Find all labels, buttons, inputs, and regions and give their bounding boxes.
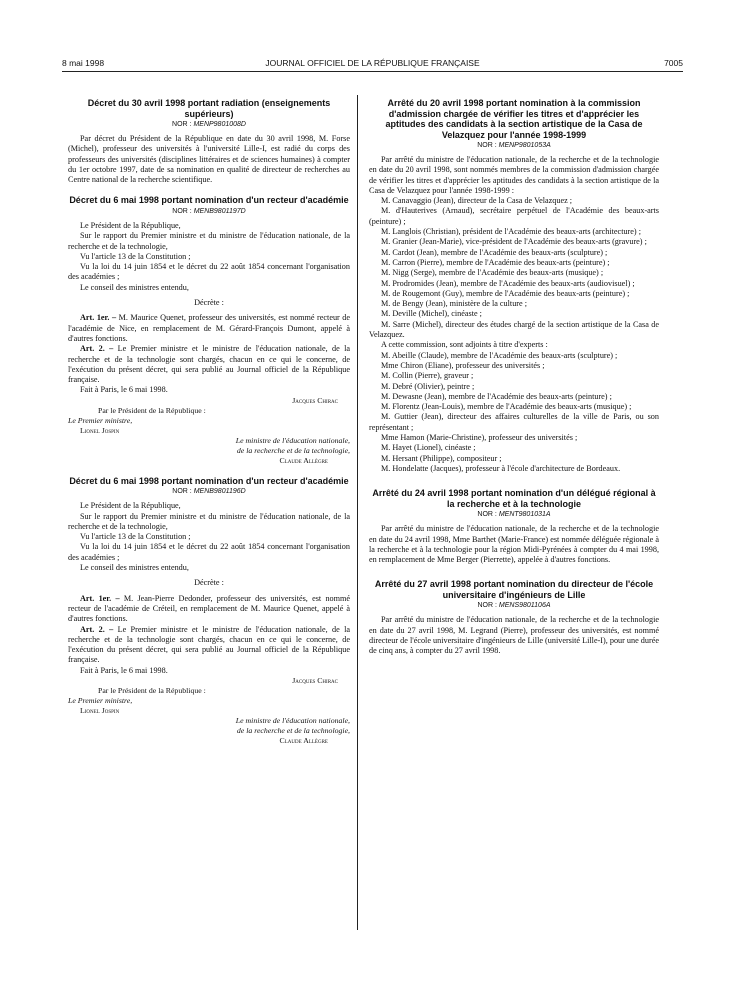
column-divider — [357, 95, 358, 930]
par-le-president: Par le Président de la République : — [98, 685, 206, 695]
par-le-president: Par le Président de la République : — [98, 405, 206, 415]
ministre-label-2: de la recherche et de la technologie, — [236, 445, 350, 455]
arrete-title: Arrêté du 24 avril 1998 portant nomination d'un délégué régional à la recherche et à la technologie — [372, 488, 656, 509]
list-item: Mme Chiron (Eliane), professeur des universités ; — [381, 360, 545, 370]
ministre-name: Claude Allègre — [279, 735, 328, 745]
list-item: M. Florentz (Jean-Louis), membre de l'Académie des beaux-arts (musique) ; — [381, 402, 632, 412]
list-item: M. Hondelatte (Jacques), professeur à l'école d'architecture de Bordeaux. — [381, 463, 621, 473]
premier-ministre-label: Le Premier ministre, — [68, 695, 133, 705]
arrete-delegue-regional — [369, 488, 659, 565]
article-2: Art. 2. – Le Premier ministre et le ministre de l'éducation nationale, de la recherche et de la technologie sont chargés, chacun en ce qui le concerne, de l'exécution du présent décret, qui sera publié au Journal officiel de la République française. — [68, 624, 350, 665]
signature-president: Jacques Chirac — [292, 675, 338, 685]
visa-line: Sur le rapport du Premier ministre et du ministre de l'éducation nationale, de la recherche et de la technologie, — [68, 231, 350, 251]
ministre-label: Le ministre de l'éducation nationale, — [235, 715, 350, 725]
arrete-body: Par arrêté du ministre de l'éducation nationale, de la recherche et de la technologie en date du 24 avril 1998, Mme Barthet (Marie-France) est nommée déléguée régionale à la recherche et à la technologie pour la région Midi-Pyrénées à compter du 4 mai 1998, en remplacement de Mme Berger (Pierrette), appelée à d'autres fonctions. — [369, 524, 659, 565]
list-item: M. Deville (Michel), cinéaste ; — [381, 309, 482, 319]
arrete-casa-velazquez — [369, 98, 659, 474]
arrete-directeur-lille — [369, 579, 659, 656]
visa-line: Sur le rapport du Premier ministre et du ministre de l'éducation nationale, de la recherche et de la technologie, — [68, 511, 350, 531]
premier-ministre-label: Le Premier ministre, — [68, 415, 133, 425]
list-item: M. Sarre (Michel), directeur des études chargé de la section artistique de la Casa de Velazquez. — [369, 319, 659, 340]
nor-reference: NOR : MENB9801196D — [172, 488, 246, 496]
list-item: M. Cardot (Jean), membre de l'Académie des beaux-arts (sculpture) ; — [381, 247, 608, 257]
ministre-name: Claude Allègre — [279, 455, 328, 465]
arrete-title: Arrêté du 20 avril 1998 portant nomination à la commission d'admission chargée de vérifier les titres et d'apprécier les aptitudes des candidats à la section artistique de la Casa de Velazquez pour l'année 1998-1999 — [385, 98, 643, 140]
decree-body: Par décret du Président de la République en date du 30 avril 1998, M. Forse (Michel), professeur des universités à l'université Lille-I, est radié du corps des professeurs des universités (disciplines littéraires et de sciences humaines) à compter du 1er octobre 1997, date de sa nomination en qualité de directeur de recherches au Centre national de la recherche scientifique. — [68, 134, 350, 185]
header-page-number: 7005 — [664, 58, 683, 68]
header-journal-title: JOURNAL OFFICIEL DE LA RÉPUBLIQUE FRANÇAISE — [265, 58, 480, 68]
list-item: M. de Rougemont (Guy), membre de l'Académie des beaux-arts (peinture) ; — [381, 288, 630, 298]
decree-title: Décret du 6 mai 1998 portant nomination d'un recteur d'académie — [69, 195, 349, 206]
ministre-label-2: de la recherche et de la technologie, — [236, 725, 350, 735]
nor-reference: NOR : MENP9801008D — [172, 121, 246, 128]
list-item: M. Canavaggio (Jean), directeur de la Casa de Velazquez ; — [381, 196, 573, 206]
list-item: M. de Bengy (Jean), ministère de la culture ; — [381, 299, 527, 309]
visa-line: Le conseil des ministres entendu, — [80, 282, 189, 292]
arrete-intro: Par arrêté du ministre de l'éducation nationale, de la recherche et de la technologie en date du 20 avril 1998, sont nommés membres de la commission d'admission chargée de vérifier les titres et d'apprécier les aptitudes des candidats à la section artistique de la Casa de Velazquez pour l'année 1998-1999 : — [369, 155, 659, 195]
decree-recteur-creteil — [68, 476, 350, 746]
visa-line: Vu la loi du 14 juin 1854 et le décret du 22 août 1854 concernant l'organisation des académies ; — [68, 262, 350, 282]
article-1: Art. 1er. – M. Jean-Pierre Dedonder, professeur des universités, est nommé recteur de l'académie de Créteil, en remplacement de M. Maurice Quenet, appelé à d'autres fonctions. — [68, 593, 351, 624]
ministre-label: Le ministre de l'éducation nationale, — [235, 435, 350, 445]
list-item: M. Hayet (Lionel), cinéaste ; — [381, 443, 476, 453]
list-item: M. Debré (Olivier), peintre ; — [381, 381, 475, 391]
signature-president: Jacques Chirac — [292, 395, 338, 405]
decrete-heading: Décrète : — [194, 298, 224, 308]
visa-line: Vu la loi du 14 juin 1854 et le décret du 22 août 1854 concernant l'organisation des académies ; — [68, 542, 350, 562]
list-item: M. Collin (Pierre), graveur ; — [381, 371, 474, 381]
left-column — [68, 98, 350, 746]
decree-title: Décret du 30 avril 1998 portant radiation (enseignements supérieurs) — [87, 98, 331, 119]
premier-ministre-name: Lionel Jospin — [80, 425, 120, 435]
arrete-title: Arrêté du 27 avril 1998 portant nomination du directeur de l'école universitaire d'ingénieurs de Lille — [374, 579, 654, 600]
article-1: Art. 1er. – M. Maurice Quenet, professeur des universités, est nommé recteur de l'académie de Nice, en remplacement de M. Gérard-François Dumont, appelé à d'autres fonctions. — [68, 313, 350, 343]
members-list — [369, 196, 659, 340]
premier-ministre-name: Lionel Jospin — [80, 705, 120, 715]
header-date: 8 mai 1998 — [62, 58, 105, 68]
list-item: M. Nigg (Serge), membre de l'Académie des beaux-arts (musique) ; — [381, 268, 604, 278]
experts-list — [369, 351, 659, 475]
visa-line: Vu l'article 13 de la Constitution ; — [80, 532, 191, 542]
decree-title: Décret du 6 mai 1998 portant nomination d'un recteur d'académie — [69, 475, 349, 486]
list-item: Mme Hamon (Marie-Christine), professeur des universités ; — [381, 433, 578, 443]
visa-line: Le Président de la République, — [80, 501, 181, 511]
nor-reference: NOR : MENP9801053A — [477, 142, 551, 149]
list-item: M. Carron (Pierre), membre de l'Académie des beaux-arts (peinture) ; — [381, 257, 610, 267]
list-item: M. Prodromides (Jean), membre de l'Académie des beaux-arts (audiovisuel) ; — [381, 278, 635, 288]
experts-intro: A cette commission, sont adjoints à titre d'experts : — [381, 340, 548, 350]
list-item: M. Guttier (Jean), directeur des affaires culturelles de la ville de Paris, ou son représentant ; — [369, 412, 659, 432]
visa-line: Le conseil des ministres entendu, — [80, 563, 189, 573]
visa-line: Le Président de la République, — [80, 220, 181, 230]
decree-radiation — [68, 98, 350, 185]
list-item: M. Abeille (Claude), membre de l'Académie des beaux-arts (sculpture) ; — [381, 350, 618, 360]
list-item: M. d'Hauterives (Arnaud), secrétaire perpétuel de l'Académie des beaux-arts (peinture) ; — [369, 206, 659, 226]
page-header — [62, 58, 683, 70]
header-rule — [62, 71, 683, 72]
list-item: M. Granier (Jean-Marie), vice-président de l'Académie des beaux-arts (gravure) ; — [381, 237, 647, 247]
fait-a-paris: Fait à Paris, le 6 mai 1998. — [80, 665, 168, 675]
right-column — [369, 98, 659, 657]
list-item: M. Hersant (Philippe), compositeur ; — [381, 453, 502, 463]
article-2: Art. 2. – Le Premier ministre et le ministre de l'éducation nationale, de la recherche et de la technologie sont chargés, chacun en ce qui le concerne, de l'exécution du présent décret, qui sera publié au Journal officiel de la République française. — [68, 344, 350, 385]
nor-reference: NOR : MENB9801197D — [172, 207, 246, 215]
list-item: M. Langlois (Christian), président de l'Académie des beaux-arts (architecture) ; — [381, 227, 641, 237]
fait-a-paris: Fait à Paris, le 6 mai 1998. — [80, 385, 168, 395]
visa-line: Vu l'article 13 de la Constitution ; — [80, 251, 191, 261]
decree-recteur-nice — [68, 195, 350, 465]
decrete-heading: Décrète : — [194, 578, 224, 588]
nor-reference: NOR : MENS9801106A — [477, 602, 551, 610]
arrete-body: Par arrêté du ministre de l'éducation nationale, de la recherche et de la technologie en date du 27 avril 1998, M. Legrand (Pierre), professeur des universités, est nommé directeur de l'école universitaire d'ingénieurs de Lille (université Lille-I), pour une durée de cinq ans, à compter du 27 avril 1998. — [369, 615, 659, 656]
nor-reference: NOR : MENT9801031A — [477, 511, 551, 519]
list-item: M. Dewasne (Jean), membre de l'Académie des beaux-arts (peinture) ; — [381, 391, 612, 401]
